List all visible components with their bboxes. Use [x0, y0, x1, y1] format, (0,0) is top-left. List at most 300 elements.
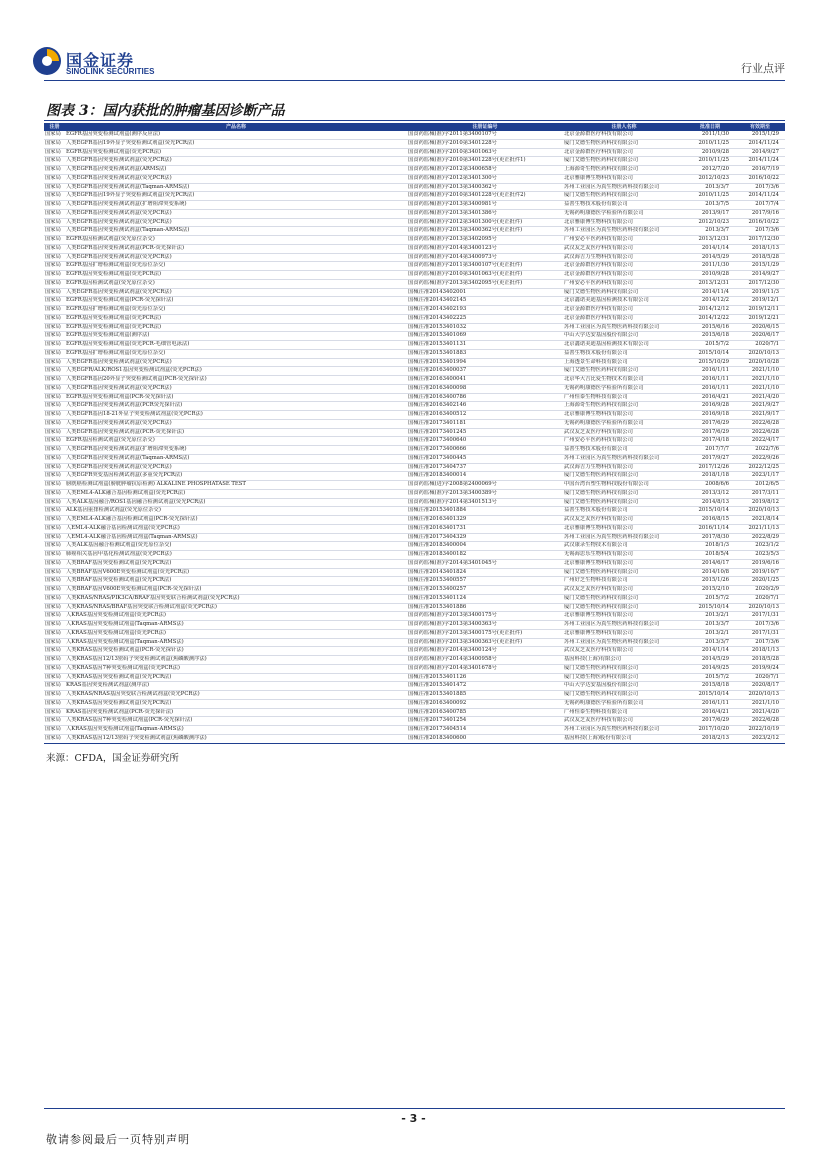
table-cell: 2020/10/28 — [735, 358, 785, 367]
table-cell: 国食药监械(准)字2011第3400107号(更正批件) — [407, 262, 563, 271]
table-cell: 国械注准20163402146 — [407, 402, 563, 411]
table-cell: 国家局 — [44, 384, 65, 393]
table-row — [44, 157, 785, 166]
table-cell: 上海源奇生物医药科技有限公司 — [563, 166, 685, 175]
table-cell: 人KRAS基因突变检测试剂盒(荧光PCR法) — [65, 629, 407, 638]
table-cell: 2021/1/10 — [735, 384, 785, 393]
table-cell: 人类EGFR基因突变检测试剂盒(荧光PCR法) — [65, 384, 407, 393]
table-cell: 国家局 — [44, 621, 65, 630]
table-cell: 2015/1/29 — [735, 262, 785, 271]
table-row — [44, 638, 785, 647]
table-cell: 2022/9/26 — [735, 454, 785, 463]
table-cell: 2020/7/1 — [735, 673, 785, 682]
table-cell: 国食药监械(准)字2014第3400124号 — [407, 647, 563, 656]
table-cell: 2015/7/2 — [685, 341, 735, 350]
logo-english-name: SINOLINK SECURITIES — [66, 67, 155, 76]
table-cell: 武汉友芝友医疗科技有限公司 — [563, 647, 685, 656]
table-cell: 国家局 — [44, 612, 65, 621]
table-cell: 国家局 — [44, 192, 65, 201]
table-cell: 国家局 — [44, 708, 65, 717]
table-cell: 国家局 — [44, 507, 65, 516]
table-cell: 2014/11/4 — [685, 288, 735, 297]
table-cell: 北京金源群医疗科技有限公司 — [563, 271, 685, 280]
table-cell: 国家局 — [44, 533, 65, 542]
table-cell: 人EML4-ALK融合基因检测试剂盒(Taqman-ARMS法) — [65, 533, 407, 542]
table-cell: 2016/8/15 — [685, 516, 735, 525]
table-cell: 国械注准20153401069 — [407, 332, 563, 341]
table-cell: 2013/12/31 — [685, 236, 735, 245]
page-number: - 3 - — [401, 1112, 426, 1125]
table-cell: 人类EGFR基因突变检测试剂盒(扩增阻滞突变系统) — [65, 201, 407, 210]
table-row — [44, 577, 785, 586]
table-cell: 国家局 — [44, 603, 65, 612]
table-cell: 2016/4/21 — [685, 708, 735, 717]
table-cell: 2016/10/22 — [735, 174, 785, 183]
table-cell: 国家局 — [44, 577, 65, 586]
table-cell: 国家局 — [44, 463, 65, 472]
table-cell: 人类KRAS基因7种突变检测试剂盒(荧光PCR法) — [65, 664, 407, 673]
table-cell: 国食药监械(准)字2013第3400389号 — [407, 489, 563, 498]
table-cell: 益善生物技术股份有限公司 — [563, 446, 685, 455]
table-cell: 2010/11/25 — [685, 157, 735, 166]
table-cell: 2018/5/4 — [685, 551, 735, 560]
table-cell: 苏州工业园区为真生物医药科技有限公司 — [563, 533, 685, 542]
table-row — [44, 367, 785, 376]
table-cell: 2019/6/16 — [735, 559, 785, 568]
table-cell: 2018/1/3 — [685, 542, 735, 551]
table-row — [44, 656, 785, 665]
table-row — [44, 498, 785, 507]
table-cell: 国械注准20153401994 — [407, 358, 563, 367]
table-cell: ALK基因重排检测试剂盒(荧光原位杂交) — [65, 507, 407, 516]
table-cell: 2019/8/12 — [735, 498, 785, 507]
table-cell: 国家局 — [44, 481, 65, 490]
table-cell: 武汉友芝友医疗科技有限公司 — [563, 244, 685, 253]
table-cell: 2016/1/11 — [685, 376, 735, 385]
table-cell: 国家局 — [44, 568, 65, 577]
table-cell: 2018/1/13 — [735, 647, 785, 656]
table-cell: 2013/12/31 — [685, 279, 735, 288]
table-cell: 国食药监械(准)字2014第3401045号 — [407, 559, 563, 568]
table-cell: EGFR基因检测试剂盒(荧光原位杂交) — [65, 279, 407, 288]
table-cell: 2016/11/14 — [685, 524, 735, 533]
table-cell: 国家局 — [44, 148, 65, 157]
table-cell: 国食药监械(准)字2013第3400362号 — [407, 183, 563, 192]
table-cell: 国家局 — [44, 524, 65, 533]
table-cell: 2022/6/28 — [735, 717, 785, 726]
table-row — [44, 629, 785, 638]
table-cell: 北京鑫诺美迪基因检测技术有限公司 — [563, 297, 685, 306]
table-cell: 2013/3/7 — [685, 638, 735, 647]
table-row — [44, 393, 785, 402]
table-cell: 国械注准20173404514 — [407, 726, 563, 735]
table-cell: 2017/8/30 — [685, 533, 735, 542]
table-row — [44, 236, 785, 245]
table-cell: 2017/12/30 — [735, 279, 785, 288]
table-cell: 厦门艾德生物医药科技有限公司 — [563, 673, 685, 682]
table-cell: 2015/10/14 — [685, 507, 735, 516]
table-cell: 国家局 — [44, 411, 65, 420]
table-cell: 国家局 — [44, 498, 65, 507]
table-cell: 国械注准20173401245 — [407, 428, 563, 437]
table-cell: 厦门艾德生物医药科技有限公司 — [563, 568, 685, 577]
header-divider — [44, 80, 785, 81]
table-row — [44, 306, 785, 315]
table-cell: 人类KRAS基因12/13密码子突变检测试剂盒(焦磷酸测序法) — [65, 734, 407, 743]
table-cell: 2022/6/28 — [735, 428, 785, 437]
table-cell: 2017/1/31 — [735, 612, 785, 621]
table-cell: 厦门艾德生物医药科技有限公司 — [563, 139, 685, 148]
table-cell: 2015/2/10 — [685, 586, 735, 595]
table-cell: 2014/11/24 — [735, 157, 785, 166]
table-cell: 国械注准20153401883 — [407, 349, 563, 358]
table-cell: EGFR基因扩增检测试剂盒(荧光原位杂交) — [65, 349, 407, 358]
table-cell: 北京雅康博生物科技有限公司 — [563, 612, 685, 621]
table-row — [44, 279, 785, 288]
table-cell: 国家局 — [44, 647, 65, 656]
table-cell: 2011/1/30 — [685, 131, 735, 139]
table-cell: 人类EGFR基因突变检测试剂盒(荧光PCR法) — [65, 157, 407, 166]
table-row — [44, 586, 785, 595]
table-cell: EGFR基因突变检测试剂盒(荧光PCR法) — [65, 148, 407, 157]
table-cell: 国械注准20143402193 — [407, 306, 563, 315]
table-cell: 人KRAS基因突变检测试剂盒(荧光PCR法) — [65, 612, 407, 621]
table-cell: 国械注准20143401824 — [407, 568, 563, 577]
table-row — [44, 551, 785, 560]
table-cell: 2014/5/29 — [685, 656, 735, 665]
table-cell: 广州恒泰生物科技有限公司 — [563, 708, 685, 717]
table-cell: 2019/10/7 — [735, 568, 785, 577]
table-cell: 国家局 — [44, 734, 65, 743]
table-cell: 人类BRAF基因突变检测试剂盒(荧光PCR法) — [65, 559, 407, 568]
table-cell: 武汉海吉力生物科技有限公司 — [563, 463, 685, 472]
table-row — [44, 734, 785, 743]
table-cell: 国家局 — [44, 358, 65, 367]
table-cell: 厦门艾德生物医药科技有限公司 — [563, 157, 685, 166]
table-cell: 2020/10/13 — [735, 349, 785, 358]
table-cell: 武汉友芝友医疗科技有限公司 — [563, 586, 685, 595]
table-cell: 国械注准20143402225 — [407, 314, 563, 323]
table-cell: 中国台湾台塑生物科技股份有限公司 — [563, 481, 685, 490]
table-row — [44, 358, 785, 367]
table-cell: 2017/6/29 — [685, 717, 735, 726]
table-row — [44, 726, 785, 735]
table-row — [44, 437, 785, 446]
table-row — [44, 402, 785, 411]
table-cell: 益善生物技术股份有限公司 — [563, 349, 685, 358]
table-cell: 厦门艾德生物医药科技有限公司 — [563, 664, 685, 673]
table-cell: 国械注准20173404329 — [407, 533, 563, 542]
table-cell: 厦门艾德生物医药科技有限公司 — [563, 367, 685, 376]
table-cell: 无锡药明康德医学检验所有限公司 — [563, 699, 685, 708]
table-row — [44, 673, 785, 682]
table-row — [44, 664, 785, 673]
table-cell: 国家局 — [44, 271, 65, 280]
table-row — [44, 192, 785, 201]
table-row — [44, 244, 785, 253]
table-cell: 武汉海吉力生物科技有限公司 — [563, 253, 685, 262]
company-logo — [32, 46, 162, 78]
table-cell: 2022/6/28 — [735, 419, 785, 428]
table-cell: 国家局 — [44, 253, 65, 262]
table-cell: 人类KRAS基因突变检测试剂盒(荧光PCR法) — [65, 699, 407, 708]
table-cell: 人KRAS基因突变检测试剂盒(Taqman-ARMS法) — [65, 726, 407, 735]
table-row — [44, 262, 785, 271]
table-cell: 国家局 — [44, 699, 65, 708]
table-cell: 人类EGFR基因突变检测试剂盒(PCR荧光探针法) — [65, 402, 407, 411]
table-cell: 人类EGFR基因突变检测试剂盒(荧光PCR法) — [65, 463, 407, 472]
table-cell: 2017/3/6 — [735, 183, 785, 192]
table-cell: 2016/9/18 — [685, 411, 735, 420]
table-cell: 国械注准20163400037 — [407, 367, 563, 376]
table-row — [44, 463, 785, 472]
table-row — [44, 699, 785, 708]
table-cell: 2008/6/6 — [685, 481, 735, 490]
table-cell: 国家局 — [44, 586, 65, 595]
table-cell: 国食药监械(准)字2013第3401386号 — [407, 209, 563, 218]
table-cell: 人类EGFR基因18-21外显子突变检测试剂盒(荧光PCR法) — [65, 411, 407, 420]
table-cell: 人类EGFR基因突变检测试剂盒(Taqman-ARMS法) — [65, 227, 407, 236]
table-row — [44, 349, 785, 358]
table-cell: 武汉康录生物技术有限公司 — [563, 542, 685, 551]
table-cell: 国械注准20153400557 — [407, 577, 563, 586]
table-cell: 国食药监械(进)字2008第2400069号 — [407, 481, 563, 490]
table-cell: 2015/7/2 — [685, 673, 735, 682]
table-cell: 2019/12/1 — [735, 297, 785, 306]
table-cell: 2017/6/29 — [685, 428, 735, 437]
table-cell: 国家局 — [44, 691, 65, 700]
table-row — [44, 454, 785, 463]
table-cell: 广州恒泰生物科技有限公司 — [563, 393, 685, 402]
table-cell: 北京雅康博生物科技有限公司 — [563, 629, 685, 638]
table-cell: 国家局 — [44, 551, 65, 560]
table-cell: 国食药监械(准)字2010第3401228号(更正批件1) — [407, 157, 563, 166]
column-header: 有效期至 — [735, 123, 785, 131]
table-row — [44, 209, 785, 218]
table-cell: 国食药监械(准)字2012第3400658号 — [407, 166, 563, 175]
table-cell: EGFR基因突变检测试剂盒(PCR-荧光探针法) — [65, 393, 407, 402]
table-cell: 人类EML4-ALK融合基因检测试剂盒(PCR-荧光探针法) — [65, 516, 407, 525]
table-cell: 人类EGFR基因突变检测试剂盒(Taqman-ARMS法) — [65, 454, 407, 463]
table-cell: 国食药监械(准)字2013第3400981号 — [407, 201, 563, 210]
table-cell: 国械注准20173401181 — [407, 419, 563, 428]
table-cell: 2020/6/15 — [735, 323, 785, 332]
table-cell: 国家局 — [44, 446, 65, 455]
table-cell: 2021/1/10 — [735, 367, 785, 376]
table-cell: 2018/5/28 — [735, 253, 785, 262]
table-cell: 2021/1/10 — [735, 699, 785, 708]
table-cell: 2018/5/28 — [735, 656, 785, 665]
table-cell: KRAS基因突变检测试剂盒(PCR-荧光探针法) — [65, 708, 407, 717]
table-row — [44, 621, 785, 630]
table-cell: 2012/6/5 — [735, 481, 785, 490]
table-cell: 国械注准20153401032 — [407, 323, 563, 332]
table-row — [44, 253, 785, 262]
table-cell: 国家局 — [44, 428, 65, 437]
table-cell: 国家局 — [44, 209, 65, 218]
table-cell: 2013/3/12 — [685, 489, 735, 498]
table-cell: 国家局 — [44, 218, 65, 227]
table-cell: 2019/11/3 — [735, 288, 785, 297]
table-cell: 国械注准20183400004 — [407, 542, 563, 551]
table-cell: 上海透景生命科技有限公司 — [563, 358, 685, 367]
table-cell: 人类EGFR基因突变检测试剂盒(荧光PCR法) — [65, 174, 407, 183]
table-cell: 国械注准20173400445 — [407, 454, 563, 463]
table-row — [44, 594, 785, 603]
table-cell: 国食药监械(准)字2014第3400958号 — [407, 656, 563, 665]
table-cell: 国家局 — [44, 236, 65, 245]
table-cell: 人类EGFR基因突变检测试剂盒(Taqman-ARMS法) — [65, 183, 407, 192]
table-row — [44, 472, 785, 481]
table-cell: 2022/12/25 — [735, 463, 785, 472]
table-cell: 厦门艾德生物医药科技有限公司 — [563, 192, 685, 201]
table-cell: 厦门艾德生物医药科技有限公司 — [563, 691, 685, 700]
table-cell: 国家局 — [44, 306, 65, 315]
table-cell: 人类KRAS/NRAS/BRAF基因突变联合检测试剂盒(荧光PCR法) — [65, 603, 407, 612]
table-cell: 2021/4/20 — [735, 393, 785, 402]
table-cell: 2014/6/17 — [685, 559, 735, 568]
table-cell: 国械注准20153400257 — [407, 586, 563, 595]
table-row — [44, 376, 785, 385]
table-header-row — [44, 123, 785, 131]
table-cell: 2014/12/2 — [685, 297, 735, 306]
table-cell: 基因科技(上海)股份有限公司 — [563, 734, 685, 743]
table-cell: 国食药监械(准)字2013第3400175号 — [407, 612, 563, 621]
table-cell: 2015/8/18 — [685, 682, 735, 691]
table-cell: 2014/5/29 — [685, 253, 735, 262]
table-cell: 2016/9/28 — [685, 402, 735, 411]
column-header: 注册证编号 — [407, 123, 563, 131]
table-cell: 北京雅康博生物科技有限公司 — [563, 174, 685, 183]
table-cell: 国家局 — [44, 682, 65, 691]
table-cell: 2015/1/26 — [685, 577, 735, 586]
table-cell: 人类KRAS基因突变检测试剂盒(PCR-荧光探针法) — [65, 647, 407, 656]
footer-divider — [44, 1108, 785, 1109]
table-cell: KRAS基因突变检测试剂盒(测序法) — [65, 682, 407, 691]
table-row — [44, 174, 785, 183]
table-cell: 国械注准20153401886 — [407, 603, 563, 612]
table-cell: 2015/6/16 — [685, 323, 735, 332]
table-cell: 苏州工业园区为真生物医药科技有限公司 — [563, 323, 685, 332]
table-cell: 人类EGFR基因突变检测试剂盒(荧光PCR法) — [65, 253, 407, 262]
table-cell: 2011/1/30 — [685, 262, 735, 271]
table-row — [44, 446, 785, 455]
table-cell: 厦门艾德生物医药科技有限公司 — [563, 594, 685, 603]
table-cell: 人类BRAF基因突变检测试剂盒(荧光PCR法) — [65, 577, 407, 586]
table-cell: 2017/4/18 — [685, 437, 735, 446]
table-cell: 国家局 — [44, 393, 65, 402]
table-cell: 国械注准20153401131 — [407, 341, 563, 350]
table-cell: 厦门艾德生物医药科技有限公司 — [563, 288, 685, 297]
table-cell: 国食药监械(准)字2012第3401300号 — [407, 174, 563, 183]
table-cell: 2013/3/7 — [685, 227, 735, 236]
table-cell: 武汉友芝友医疗科技有限公司 — [563, 516, 685, 525]
table-cell: 2023/1/17 — [735, 472, 785, 481]
table-cell: 国械注准20183400182 — [407, 551, 563, 560]
table-cell: 北京雅康博生物科技有限公司 — [563, 559, 685, 568]
table-cell: 国食药监械(准)字2010第3401228号(更正批件2) — [407, 192, 563, 201]
table-cell: 国家局 — [44, 297, 65, 306]
table-cell: 国食药监械(准)字2014第3400123号 — [407, 244, 563, 253]
table-row — [44, 516, 785, 525]
table-cell: 2013/2/1 — [685, 612, 735, 621]
table-cell: 人类EGFR基因突变检测试剂盒(荧光PCR法) — [65, 218, 407, 227]
table-cell: 厦门艾德生物医药科技有限公司 — [563, 498, 685, 507]
table-cell: 人类EGFR基因突变检测试剂盒(ARMS法) — [65, 166, 407, 175]
table-cell: 国食药监械(准)字2013第3402095号 — [407, 236, 563, 245]
table-row — [44, 419, 785, 428]
table-cell: 苏州工业园区为真生物医药科技有限公司 — [563, 183, 685, 192]
table-cell: 2016/1/11 — [685, 384, 735, 393]
table-cell: EGFR基因突变检测试剂盒(荧光PCR法) — [65, 323, 407, 332]
table-row — [44, 166, 785, 175]
table-cell: 2021/4/20 — [735, 708, 785, 717]
table-cell: 2021/9/27 — [735, 402, 785, 411]
table-cell: EGFR基因突变检测试剂盒(PCR-荧光探针法) — [65, 297, 407, 306]
table-row — [44, 489, 785, 498]
table-cell: 人类KRAS基因12/13密码子突变检测试剂盒(焦磷酸测序法) — [65, 656, 407, 665]
table-cell: 国家局 — [44, 726, 65, 735]
table-cell: EGFR基因扩增检测试剂盒(荧光原位杂交) — [65, 306, 407, 315]
table-cell: 2017/7/4 — [735, 201, 785, 210]
table-cell: EGFR基因检测试剂盒(荧光原位杂交) — [65, 236, 407, 245]
table-cell: 国家局 — [44, 656, 65, 665]
table-cell: 2017/3/11 — [735, 489, 785, 498]
table-cell: 国械注准20153401124 — [407, 594, 563, 603]
table-cell: 2017/6/29 — [685, 419, 735, 428]
table-cell: 国家局 — [44, 227, 65, 236]
table-cell: 2016/1/11 — [685, 699, 735, 708]
column-header: 注册人名称 — [563, 123, 685, 131]
table-cell: 国械注准20163401731 — [407, 524, 563, 533]
table-row — [44, 411, 785, 420]
table-cell: 广州安必平医药科技有限公司 — [563, 236, 685, 245]
table-cell: 国食药监械(准)字2012第3401300号(更正批件) — [407, 218, 563, 227]
table-cell: EGFR基因检测试剂盒(荧光原位杂交) — [65, 437, 407, 446]
table-cell: 人类EGFR基因突变检测试剂盒(荧光PCR法) — [65, 419, 407, 428]
table-cell: 北京雅康博生物科技有限公司 — [563, 218, 685, 227]
table-cell: 广州安必平医药科技有限公司 — [563, 279, 685, 288]
table-cell: 2022/8/29 — [735, 533, 785, 542]
table-cell: 广州好芝生物科技有限公司 — [563, 577, 685, 586]
table-cell: 2014/9/25 — [685, 664, 735, 673]
table-cell: 2014/8/13 — [685, 498, 735, 507]
table-cell: 人类EGFR/ALK/ROS1基因突变检测试剂盒(荧光PCR法) — [65, 367, 407, 376]
table-cell: 2021/8/14 — [735, 516, 785, 525]
table-cell: 2020/10/13 — [735, 691, 785, 700]
table-cell: EGFR基因突变检测试剂盒(荧光PCR法) — [65, 314, 407, 323]
table-cell: 人KRAS基因突变检测试剂盒(Taqman-ARMS法) — [65, 638, 407, 647]
table-row — [44, 288, 785, 297]
table-cell: 国家局 — [44, 201, 65, 210]
table-row — [44, 297, 785, 306]
table-cell: 人类EGFR基因突变检测试剂盒(荧光PCR法) — [65, 288, 407, 297]
table-cell: 2020/10/13 — [735, 603, 785, 612]
table-cell: 2015/6/18 — [685, 332, 735, 341]
table-cell: 国家局 — [44, 437, 65, 446]
column-header: 注册 — [44, 123, 65, 131]
table-cell: 国械注准20173400666 — [407, 446, 563, 455]
table-cell: 国家局 — [44, 542, 65, 551]
table-cell: 国械注准20163401329 — [407, 516, 563, 525]
table-cell: 2019/9/24 — [735, 664, 785, 673]
table-cell: 苏州工业园区为真生物医药科技有限公司 — [563, 726, 685, 735]
table-cell: 国家局 — [44, 341, 65, 350]
table-cell: 2014/12/22 — [685, 314, 735, 323]
table-cell: 国械注准20163400786 — [407, 393, 563, 402]
table-cell: 2017/12/30 — [735, 236, 785, 245]
table-cell: 厦门艾德生物医药科技有限公司 — [563, 489, 685, 498]
